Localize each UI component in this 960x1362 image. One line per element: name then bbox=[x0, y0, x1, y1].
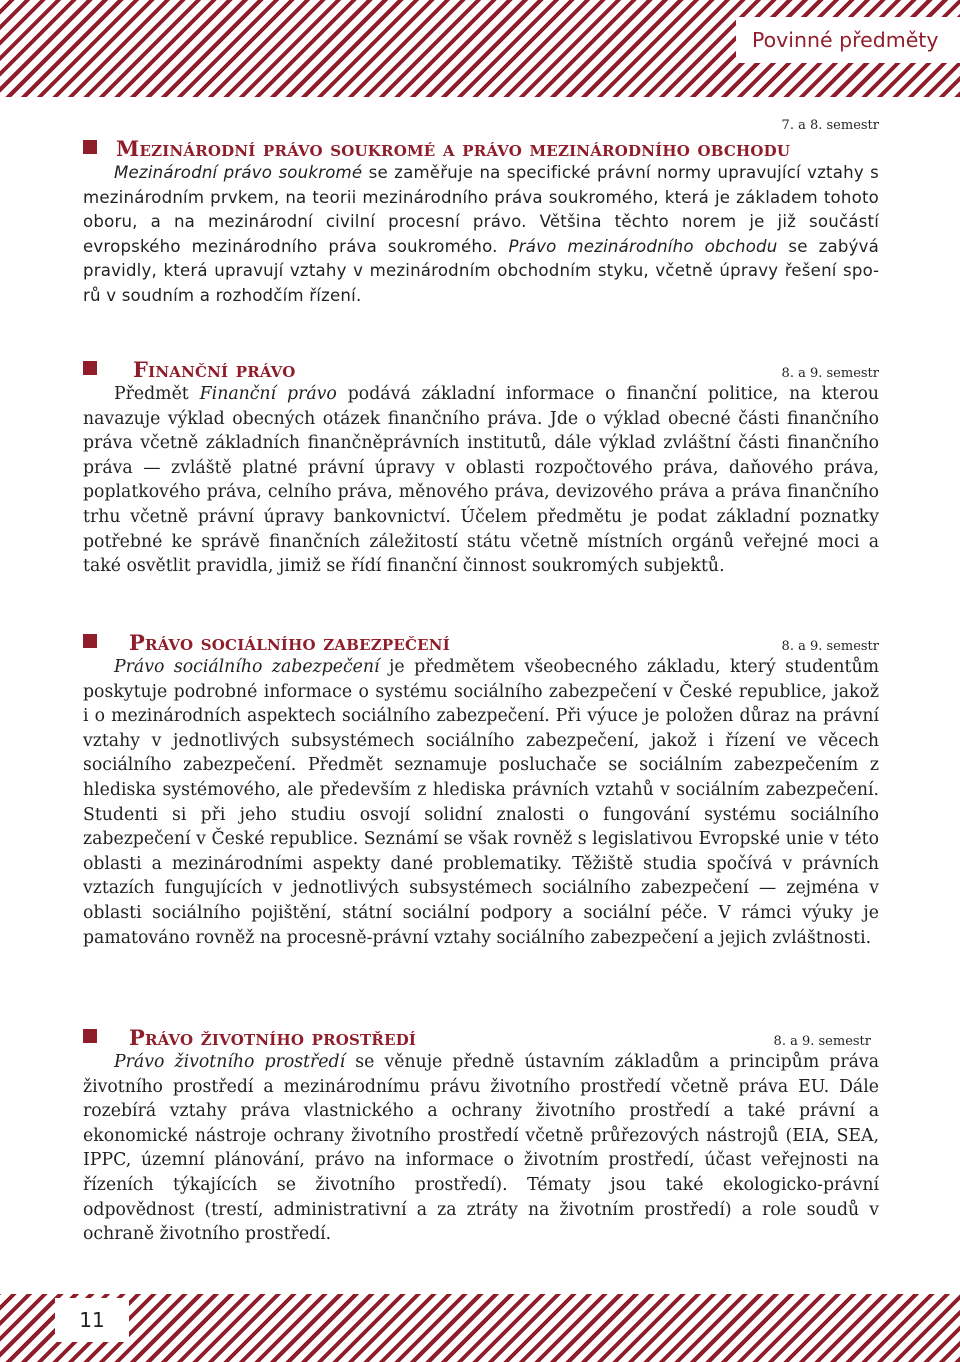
course-title: Právo sociálního zabezpečení bbox=[129, 630, 450, 655]
semester-label: 8. a 9. semestr bbox=[773, 1034, 871, 1049]
course-heading bbox=[83, 631, 879, 655]
description-text: je předmětem všeobecného základu, který studentům poskytuje podrobné informace o systému sociálního zabezpečení v České republice, jakož i o mezinárodních aspektech sociálního zabezpečení. Při výuce je položen důraz na právní vztahy v jednotlivých subsystémech sociálního zabezpečení, jakož i řízení ve věcech sociálního zabezpečení. Předmět seznamuje posluchače se sociálním zabezpečením z hlediska systémového, ale především z hlediska právních vztahů v sociálním zabezpečení. Studenti si při jeho studiu osvojí solidní znalosti o fungování systému sociálního zabezpečení v České republice. Seznámí se však rovněž s legislativou Evropské unie v této oblasti a mezinárodními aspekty dané problematiky. Těžiště studia spočívá v právních vztazích fungujících v jednotlivých subsystémech sociálního zabezpečení — zejména v oblasti sociálního pojištění, státní sociální podpory a sociální péče. V rámci výuky je pamatováno rovněž na procesně-právní vztahy sociálního zabezpečení a jejich zvláštnosti. bbox=[83, 657, 879, 948]
semester-label: 8. a 9. semestr bbox=[781, 366, 879, 381]
description-text: se věnuje předně ústavním základům a principům práva životního prostředí a mezinárodnímu právu životního prostředí včetně práva EU. Dále rozebírá vztahy práva vlastnického a ochrany životního prostředí a také právní a ekonomické nástroje ochrany životního prostředí včetně průřezových nástrojů (EIA, SEA, IPPC, územní plánování, právo na informace o životním prostředí, účast veřejnosti na řízeních týkajících se životního prostředí). Tématy jsou také ekologicko-právní odpovědnost (trestí, administrativní a za ztráty na životním prostředí) a role soudů v ochraně životního prostředí. bbox=[83, 1052, 879, 1245]
course-name-emphasis: Mezinárodní právo soukromé bbox=[114, 163, 363, 182]
course-name-emphasis: Právo sociálního zabezpečení bbox=[114, 657, 380, 677]
semester-label: 7. a 8. semestr bbox=[781, 118, 879, 133]
course-title: Mezinárodní právo soukromé a právo mezinárodního obchodu bbox=[116, 136, 791, 161]
description-text: se zaměřuje na specifické právní normy upravující vztahy s mezinárodním prvkem, na teorii mezinárodního práva soukromého, která je základem tohoto oboru, a na mezinárodní civilní procesní právo. Většina těchto norem je již součástí evropského mezinárodního práva soukromého. bbox=[83, 163, 879, 256]
square-bullet-icon bbox=[83, 634, 97, 648]
course-section-financial-law bbox=[83, 358, 879, 579]
course-heading bbox=[83, 358, 879, 382]
course-section-private-international-law bbox=[83, 118, 879, 309]
footer-stripe-band bbox=[0, 1294, 960, 1362]
course-name-emphasis: Právo životního prostředí bbox=[114, 1052, 346, 1072]
semester-label: 8. a 9. semestr bbox=[781, 639, 879, 654]
description-text: podává základní informace o finanční politice, na kterou navazuje výklad obecných otázek finančního práva. Jde o výklad obecné části finančního práva včetně základních finančněprávních institutů, dále výklad zvláštní části finančního práva — zvláště platné právní úpravy v oblasti rozpočtového práva, daňového práva, poplatkového práva, celního práva, měnového práva, devizového práva a práva finančního trhu včetně právní úpravy bankovnictví. Účelem předmětu je podat základní poznatky potřebné ke správě finančních záležitostí státu včetně místních orgánů veřejné moci a také osvětlit pravidla, jimiž se řídí finanční činnost soukromých subjektů. bbox=[83, 384, 879, 577]
course-description bbox=[83, 1050, 879, 1247]
course-section-environmental-law bbox=[83, 1026, 879, 1247]
square-bullet-icon bbox=[83, 361, 97, 375]
course-description bbox=[83, 382, 879, 579]
description-text: se zabývá pravidly, která upravují vztahy v mezinárodním obchodním styku, včetně úpravy řešení sporů v soudním a rozhodčím řízení. bbox=[83, 236, 879, 305]
chapter-tab: Povinné předměty bbox=[736, 17, 960, 63]
square-bullet-icon bbox=[83, 1029, 97, 1043]
course-heading bbox=[83, 1026, 879, 1050]
course-section-social-security-law bbox=[83, 631, 879, 950]
course-description bbox=[83, 655, 879, 950]
square-bullet-icon bbox=[83, 140, 97, 154]
course-name-emphasis: Právo mezinárodního obchodu bbox=[508, 236, 778, 256]
description-text: Předmět bbox=[114, 384, 200, 404]
course-title: Právo životního prostředí bbox=[129, 1025, 417, 1050]
page-number: 11 bbox=[55, 1298, 129, 1342]
course-description bbox=[83, 161, 879, 309]
course-name-emphasis: Finanční právo bbox=[199, 384, 337, 404]
course-title: Finanční právo bbox=[133, 357, 296, 382]
course-heading bbox=[83, 137, 879, 161]
